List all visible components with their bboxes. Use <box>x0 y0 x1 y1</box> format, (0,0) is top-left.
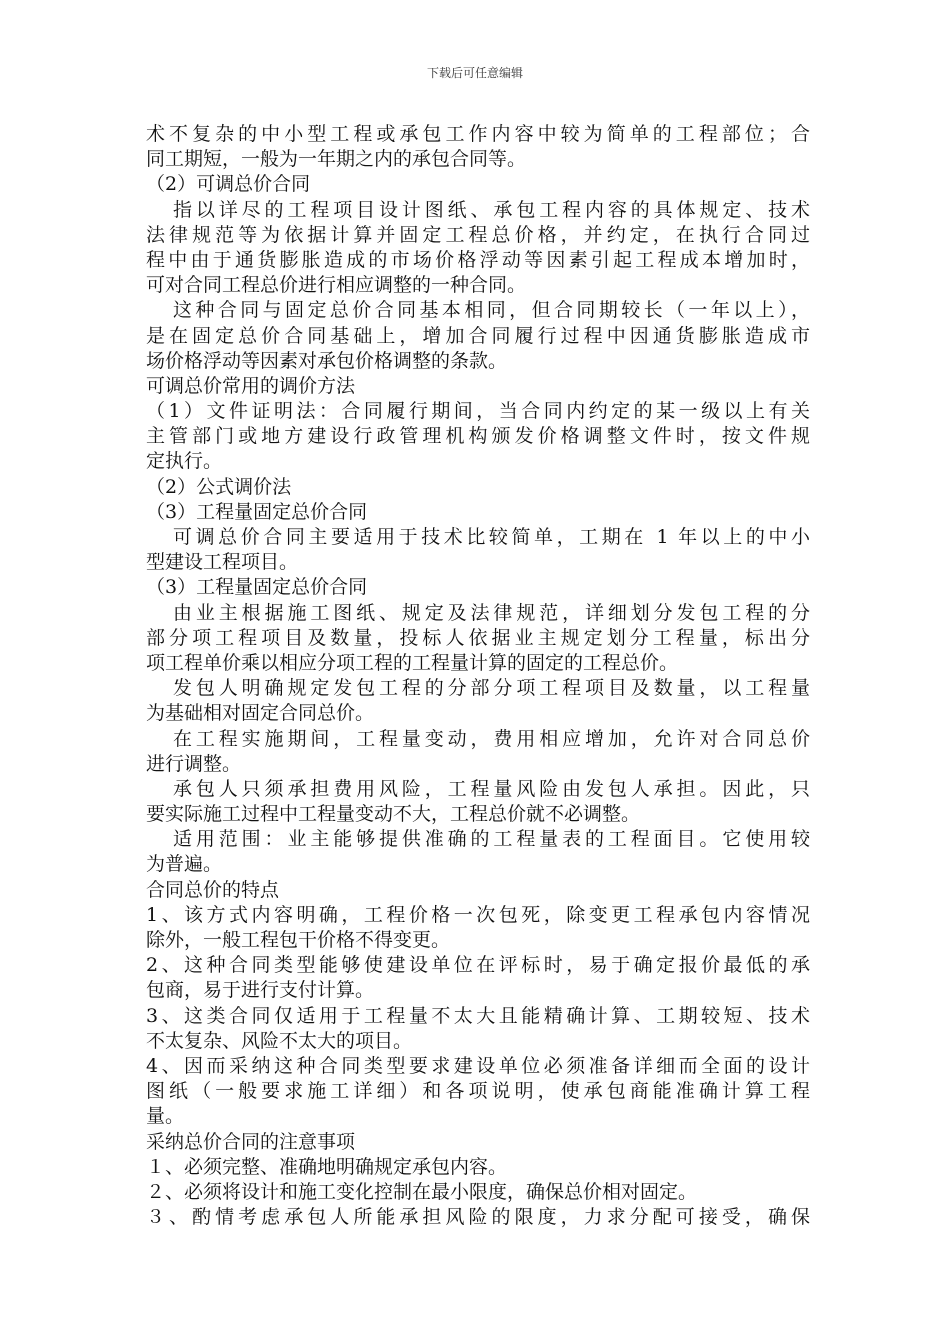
text-line: 为普遍。 <box>146 853 223 876</box>
text-line: 量。 <box>146 1105 185 1128</box>
text-line: （1）文件证明法：合同履行期间，当合同内约定的某一级以上有关 <box>146 400 810 423</box>
text-line: 型建设工程项目。 <box>146 551 299 574</box>
text-line: 场价格浮动等因素对承包价格调整的条款。 <box>146 349 508 372</box>
document-body <box>146 122 810 1230</box>
text-line: 同工期短，一般为一年期之内的承包合同等。 <box>146 148 527 171</box>
text-line: 定执行。 <box>146 450 223 473</box>
section-heading: （2）可调总价合同 <box>146 173 311 196</box>
text-line: 指以详尽的工程项目设计图纸、承包工程内容的具体规定、技术 <box>173 198 810 221</box>
section-heading: 采纳总价合同的注意事项 <box>146 1130 356 1153</box>
text-line: 除外，一般工程包干价格不得变更。 <box>146 929 451 951</box>
text-line: 进行调整。 <box>146 752 242 775</box>
text-line: 要实际施工过程中工程量变动不大，工程总价就不必调整。 <box>146 803 641 826</box>
text-line: 由业主根据施工图纸、规定及法律规范，详细划分发包工程的分 <box>173 601 810 624</box>
page-header: 下载后可任意编辑 <box>426 66 523 80</box>
text-line: 承包人只须承担费用风险，工程量风险由发包人承担。因此，只 <box>173 777 810 800</box>
text-line: 部分项工程项目及数量，投标人依据业主规定划分工程量，标出分 <box>146 626 810 649</box>
text-line: 法律规范等为依据计算并固定工程总价格，并约定，在执行合同过 <box>146 223 810 246</box>
text-line: 这种合同与固定总价合同基本相同，但合同期较长（一年以上）， <box>173 299 810 322</box>
text-line: 图纸（一般要求施工详细）和各项说明，使承包商能准确计算工程 <box>146 1080 810 1103</box>
text-line: 是在固定总价合同基础上，增加合同履行过程中因通货膨胀造成市 <box>146 324 810 347</box>
text-line: 适用范围：业主能够提供准确的工程量表的工程面目。它使用较 <box>173 828 810 851</box>
text-line: 在工程实施期间，工程量变动，费用相应增加，允许对合同总价 <box>173 727 810 750</box>
text-line: 包商，易于进行支付计算。 <box>146 979 375 1002</box>
list-item: 4、因而采纳这种合同类型要求建设单位必须准备详细而全面的设计 <box>146 1054 810 1077</box>
list-item: 1、该方式内容明确，工程价格一次包死，除变更工程承包内容情况 <box>146 903 810 926</box>
section-heading: （2）公式调价法 <box>146 475 292 498</box>
text-line: 主管部门或地方建设行政管理机构颁发价格调整文件时，按文件规 <box>146 425 810 448</box>
list-item: １、必须完整、准确地明确规定承包内容。 <box>146 1155 508 1178</box>
text-line: 不太复杂、风险不太大的项目。 <box>146 1029 413 1052</box>
text-line: 可调总价合同主要适用于技术比较简单，工期在 1 年以上的中小 <box>173 526 810 548</box>
list-item: 3、这类合同仅适用于工程量不太大且能精确计算、工期较短、技术 <box>146 1004 810 1027</box>
section-heading: （3）工程量固定总价合同 <box>146 576 368 599</box>
text-line: 项工程单价乘以相应分项工程的工程量计算的固定的工程总价。 <box>146 651 679 674</box>
text-line: 程中由于通货膨胀造成的市场价格浮动等因素引起工程成本增加时， <box>146 248 810 271</box>
list-item: 2、这种合同类型能够使建设单位在评标时，易于确定报价最低的承 <box>146 954 810 977</box>
section-heading: （3）工程量固定总价合同 <box>146 500 368 523</box>
list-item: ２、必须将设计和施工变化控制在最小限度，确保总价相对固定。 <box>146 1180 698 1203</box>
text-line: 发包人明确规定发包工程的分部分项工程项目及数量，以工程量 <box>173 677 810 700</box>
text-line: 术不复杂的中小型工程或承包工作内容中较为简单的工程部位；合 <box>146 123 810 145</box>
section-heading: 合同总价的特点 <box>146 878 280 901</box>
text-line: 可对合同工程总价进行相应调整的一种合同。 <box>146 274 527 297</box>
text-line: 为基础相对固定合同总价。 <box>146 702 375 725</box>
section-heading: 可调总价常用的调价方法 <box>146 374 356 397</box>
list-item: ３、酌情考虑承包人所能承担风险的限度，力求分配可接受，确保 <box>146 1206 810 1229</box>
